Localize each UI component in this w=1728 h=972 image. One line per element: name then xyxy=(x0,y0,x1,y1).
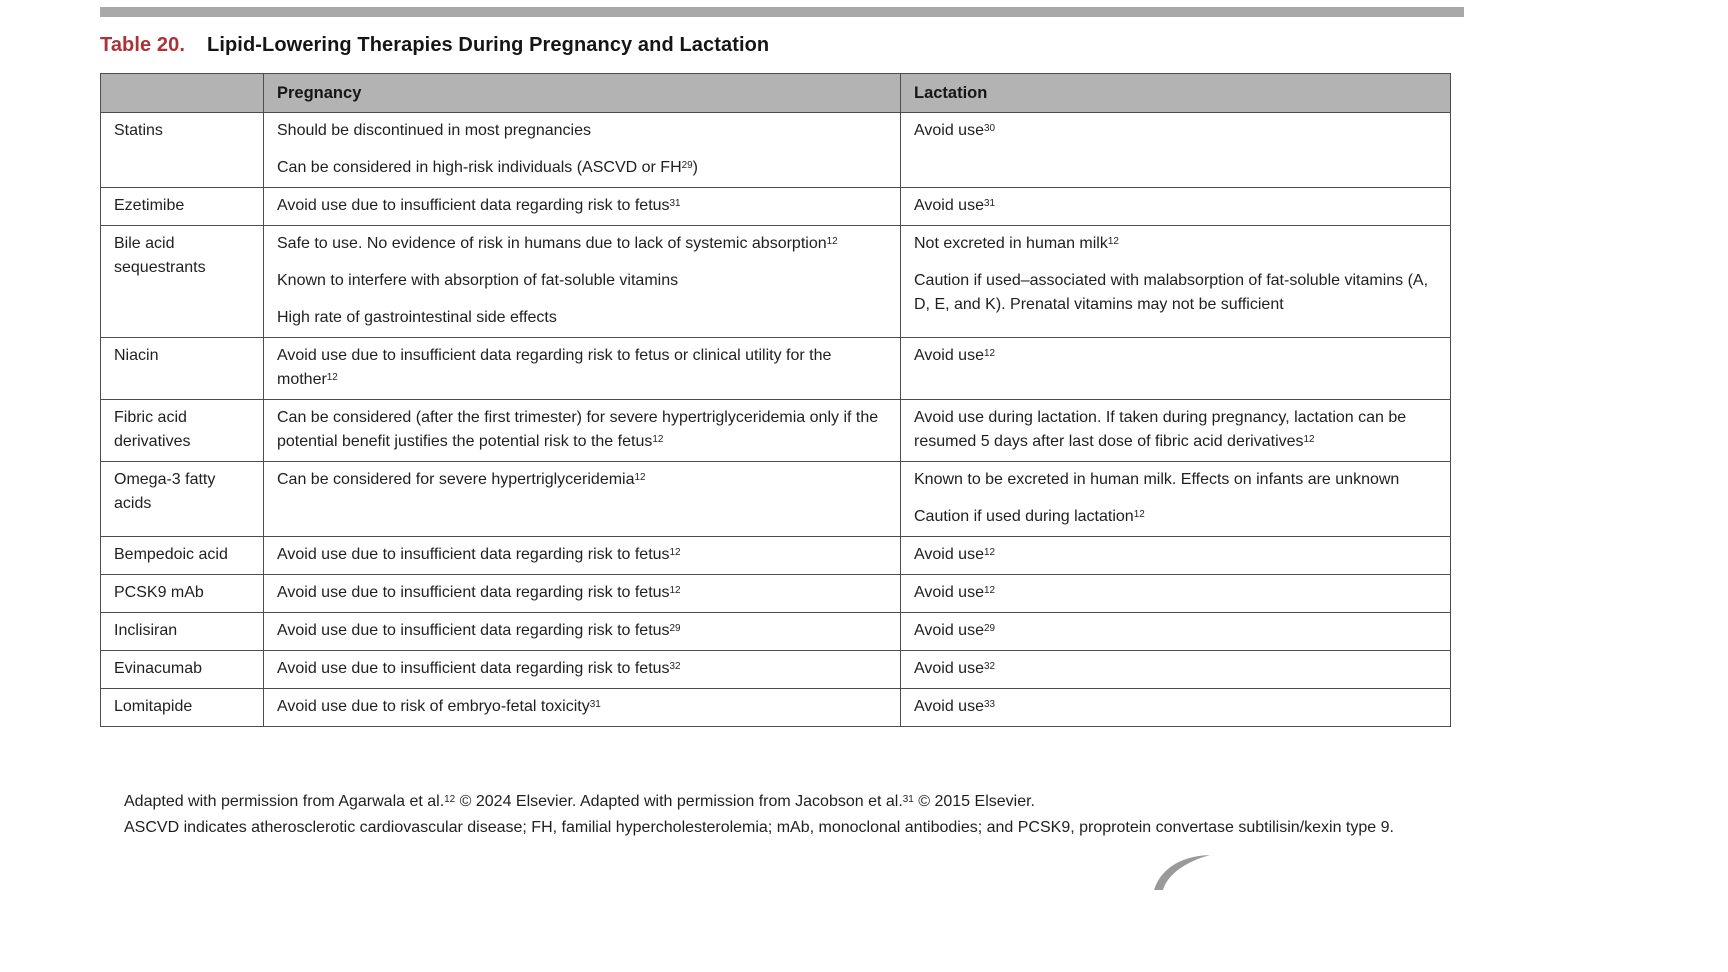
cell-paragraph: Avoid use due to insufficient data regarding risk to fetus or clinical utility for the mother$^{12}$ xyxy=(277,347,832,388)
pregnancy-cell xyxy=(264,575,901,613)
cell-paragraph: Avoid use$^{33}$ xyxy=(914,698,996,715)
lactation-cell xyxy=(901,462,1451,537)
reference-superscript: 12 xyxy=(652,433,664,445)
lactation-cell xyxy=(901,188,1451,226)
table-row xyxy=(101,689,1451,727)
table-row xyxy=(101,226,1451,338)
cell-paragraph: Avoid use due to insufficient data regarding risk to fetus$^{29}$ xyxy=(277,622,681,639)
lactation-cell xyxy=(901,575,1451,613)
cell-paragraph: Avoid use$^{31}$ xyxy=(914,197,996,214)
cell-paragraph: Fibric acid derivatives xyxy=(114,409,191,450)
table-row xyxy=(101,113,1451,188)
reference-superscript: 12 xyxy=(669,546,681,558)
therapy-name-cell xyxy=(101,462,264,537)
table-row xyxy=(101,188,1451,226)
reference-superscript: 29 xyxy=(669,622,681,634)
table-title: Lipid-Lowering Therapies During Pregnancy and Lactation xyxy=(207,34,770,56)
reference-superscript: 12 xyxy=(326,371,338,383)
cell-paragraph: Bempedoic acid xyxy=(114,546,228,563)
pregnancy-cell xyxy=(264,400,901,462)
table-row xyxy=(101,613,1451,651)
therapy-name-cell xyxy=(101,226,264,338)
reference-superscript: 12 xyxy=(983,546,996,558)
cell-paragraph: Safe to use. No evidence of risk in humans due to lack of systemic absorption$^{12}$ xyxy=(277,235,838,252)
cell-paragraph: High rate of gastrointestinal side effects xyxy=(277,309,557,326)
lipid-therapies-table xyxy=(100,73,1451,727)
table-header-row xyxy=(101,74,1451,113)
cell-paragraph: Not excreted in human milk$^{12}$ xyxy=(914,235,1119,252)
pregnancy-cell xyxy=(264,188,901,226)
reference-superscript: 12 xyxy=(826,235,838,247)
pregnancy-cell xyxy=(264,338,901,400)
therapy-name-cell xyxy=(101,188,264,226)
reference-superscript: 31 xyxy=(669,197,681,209)
cell-paragraph: Can be considered (after the first trimester) for severe hypertriglyceridemia only if the potential benefit justifies the potential risk to the fetus$^{12}$ xyxy=(277,409,879,450)
pregnancy-cell xyxy=(264,226,901,338)
reference-superscript: 12 xyxy=(983,584,996,596)
cell-paragraph: Caution if used–associated with malabsorption of fat-soluble vitamins (A, D, E, and K). Prenatal vitamins may not be sufficient xyxy=(914,272,1429,313)
reference-superscript: 30 xyxy=(983,122,996,134)
lactation-cell xyxy=(901,613,1451,651)
therapy-name-cell xyxy=(101,400,264,462)
therapy-name-cell xyxy=(101,613,264,651)
reference-superscript: 29 xyxy=(983,622,996,634)
cell-paragraph: Omega-3 fatty acids xyxy=(114,471,216,512)
cell-paragraph: Avoid use$^{12}$ xyxy=(914,584,996,601)
cell-paragraph: Evinacumab xyxy=(114,660,203,677)
pregnancy-cell xyxy=(264,689,901,727)
column-header-lactation: Lactation xyxy=(901,74,1451,113)
reference-superscript: 12 xyxy=(1107,235,1119,247)
lactation-cell xyxy=(901,113,1451,188)
cell-paragraph: Inclisiran xyxy=(114,622,178,639)
cell-paragraph: Can be considered in high-risk individuals (ASCVD or FH$^{29}$) xyxy=(277,159,698,176)
reference-superscript: 32 xyxy=(983,660,996,672)
cell-paragraph: Avoid use$^{12}$ xyxy=(914,347,996,364)
table-row xyxy=(101,575,1451,613)
therapy-name-cell xyxy=(101,338,264,400)
cell-paragraph: Lomitapide xyxy=(114,698,193,715)
pregnancy-cell xyxy=(264,537,901,575)
lactation-cell xyxy=(901,400,1451,462)
cell-paragraph: Known to interfere with absorption of fat-soluble vitamins xyxy=(277,272,679,289)
therapy-name-cell xyxy=(101,689,264,727)
cell-paragraph: Avoid use due to insufficient data regarding risk to fetus$^{31}$ xyxy=(277,197,681,214)
reference-superscript: 31 xyxy=(589,698,601,710)
pregnancy-cell xyxy=(264,113,901,188)
table-number-label: Table 20. xyxy=(100,34,186,56)
cell-paragraph: Avoid use$^{12}$ xyxy=(914,546,996,563)
pregnancy-cell xyxy=(264,651,901,689)
reference-superscript: 31 xyxy=(902,793,914,805)
lactation-cell xyxy=(901,689,1451,727)
table-row xyxy=(101,462,1451,537)
lactation-cell xyxy=(901,338,1451,400)
cell-paragraph: Avoid use due to insufficient data regarding risk to fetus$^{12}$ xyxy=(277,546,681,563)
cell-paragraph: Avoid use$^{32}$ xyxy=(914,660,996,677)
decorative-swoosh-graphic xyxy=(1150,851,1212,891)
reference-superscript: 12 xyxy=(444,793,456,805)
cell-paragraph: Bile acid sequestrants xyxy=(114,235,206,276)
reference-superscript: 33 xyxy=(983,698,996,710)
top-divider-bar xyxy=(100,7,1464,17)
table-body xyxy=(101,113,1451,727)
therapy-name-cell xyxy=(101,575,264,613)
cell-paragraph: PCSK9 mAb xyxy=(114,584,204,601)
reference-superscript: 12 xyxy=(983,347,996,359)
cell-paragraph: Can be considered for severe hypertriglyceridemia$^{12}$ xyxy=(277,471,646,488)
lactation-cell xyxy=(901,651,1451,689)
cell-paragraph: Avoid use during lactation. If taken during pregnancy, lactation can be resumed 5 days after last dose of fibric acid derivatives$^{12}$ xyxy=(914,409,1407,450)
reference-superscript: 12 xyxy=(669,584,681,596)
cell-paragraph: Should be discontinued in most pregnancies xyxy=(277,122,591,139)
table-row xyxy=(101,400,1451,462)
cell-paragraph: Niacin xyxy=(114,347,159,364)
reference-superscript: 12 xyxy=(1133,508,1145,520)
therapy-name-cell xyxy=(101,651,264,689)
column-header-therapy xyxy=(101,74,264,113)
therapy-name-cell xyxy=(101,113,264,188)
footnote-permission: Adapted with permission from Agarwala et al.$^{12}$ © 2024 Elsevier. Adapted with permission from Jacobson et al.$^{31}$ © 2015 Elsevier. xyxy=(124,793,1035,810)
lactation-cell xyxy=(901,226,1451,338)
cell-paragraph: Avoid use$^{30}$ xyxy=(914,122,996,139)
reference-superscript: 32 xyxy=(669,660,681,672)
cell-paragraph: Avoid use$^{29}$ xyxy=(914,622,996,639)
pregnancy-cell xyxy=(264,613,901,651)
column-header-pregnancy: Pregnancy xyxy=(264,74,901,113)
table-caption xyxy=(100,34,769,57)
cell-paragraph: Avoid use due to risk of embryo-fetal toxicity$^{31}$ xyxy=(277,698,601,715)
reference-superscript: 31 xyxy=(983,197,996,209)
table-footnotes xyxy=(100,789,1454,841)
reference-superscript: 29 xyxy=(681,159,693,171)
reference-superscript: 12 xyxy=(1303,433,1315,445)
cell-paragraph: Known to be excreted in human milk. Effects on infants are unknown xyxy=(914,471,1400,488)
cell-paragraph: Avoid use due to insufficient data regarding risk to fetus$^{12}$ xyxy=(277,584,681,601)
table-row xyxy=(101,651,1451,689)
footnote-abbreviations: ASCVD indicates atherosclerotic cardiovascular disease; FH, familial hypercholesterolemia; mAb, monoclonal antibodies; and PCSK9, proprotein convertase subtilisin/kexin type 9. xyxy=(124,819,1394,836)
cell-paragraph: Ezetimibe xyxy=(114,197,185,214)
table-row xyxy=(101,537,1451,575)
cell-paragraph: Caution if used during lactation$^{12}$ xyxy=(914,508,1145,525)
cell-paragraph: Avoid use due to insufficient data regarding risk to fetus$^{32}$ xyxy=(277,660,681,677)
table-row xyxy=(101,338,1451,400)
pregnancy-cell xyxy=(264,462,901,537)
lactation-cell xyxy=(901,537,1451,575)
table-header xyxy=(101,74,1451,113)
cell-paragraph: Statins xyxy=(114,122,163,139)
reference-superscript: 12 xyxy=(634,471,646,483)
therapy-name-cell xyxy=(101,537,264,575)
